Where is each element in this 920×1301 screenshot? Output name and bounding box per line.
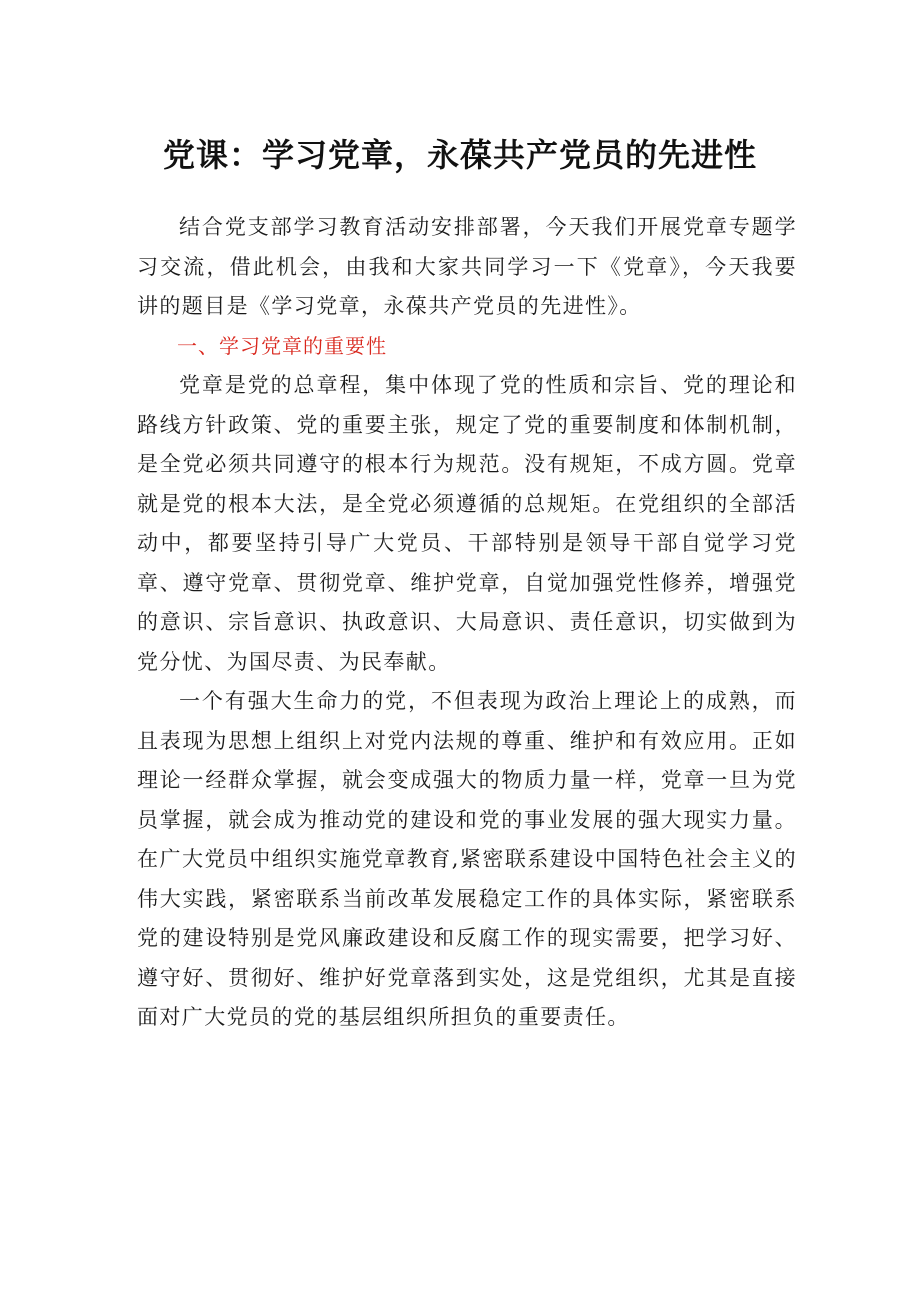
body-paragraph: 一个有强大生命力的党，不但表现为政治上理论上的成熟，而且表现为思想上组织上对党内法规的尊重、维护和有效应用。正如理论一经群众掌握，就会变成强大的物质力量一样，党章一旦为党员掌握，就会成为推动党的建设和党的事业发展的强大现实力量。在广大党员中组织实施党章教育,紧密联系建设中国特色社会主义的伟大实践，紧密联系当前改革发展稳定工作的具体实际，紧密联系党的建设特别是党风廉政建设和反腐工作的现实需要，把学习好、遵守好、贯彻好、维护好党章落到实处，这是党组织，尤其是直接面对广大党员的党的基层组织所担负的重要责任。 (137, 689, 797, 1029)
body-paragraph: 党章是党的总章程，集中体现了党的性质和宗旨、党的理论和路线方针政策、党的重要主张，规定了党的重要制度和体制机制，是全党必须共同遵守的根本行为规范。没有规矩，不成方圆。党章就是党的根本大法，是全党必须遵循的总规矩。在党组织的全部活动中，都要坚持引导广大党员、干部特别是领导干部自觉学习党章、遵守党章、贯彻党章、维护党章，自觉加强党性修养，增强党的意识、宗旨意识、执政意识、大局意识、责任意识，切实做到为党分忧、为国尽责、为民奉献。 (137, 373, 797, 674)
document-title: 党课：学习党章，永葆共产党员的先进性 (162, 136, 757, 174)
section-heading: 一、学习党章的重要性 (177, 333, 387, 358)
document-body (137, 208, 797, 1038)
intro-paragraph: 结合党支部学习教育活动安排部署，今天我们开展党章专题学习交流，借此机会，由我和大家共同学习一下《党章》，今天我要讲的题目是《学习党章，永葆共产党员的先进性》。 (137, 215, 797, 318)
